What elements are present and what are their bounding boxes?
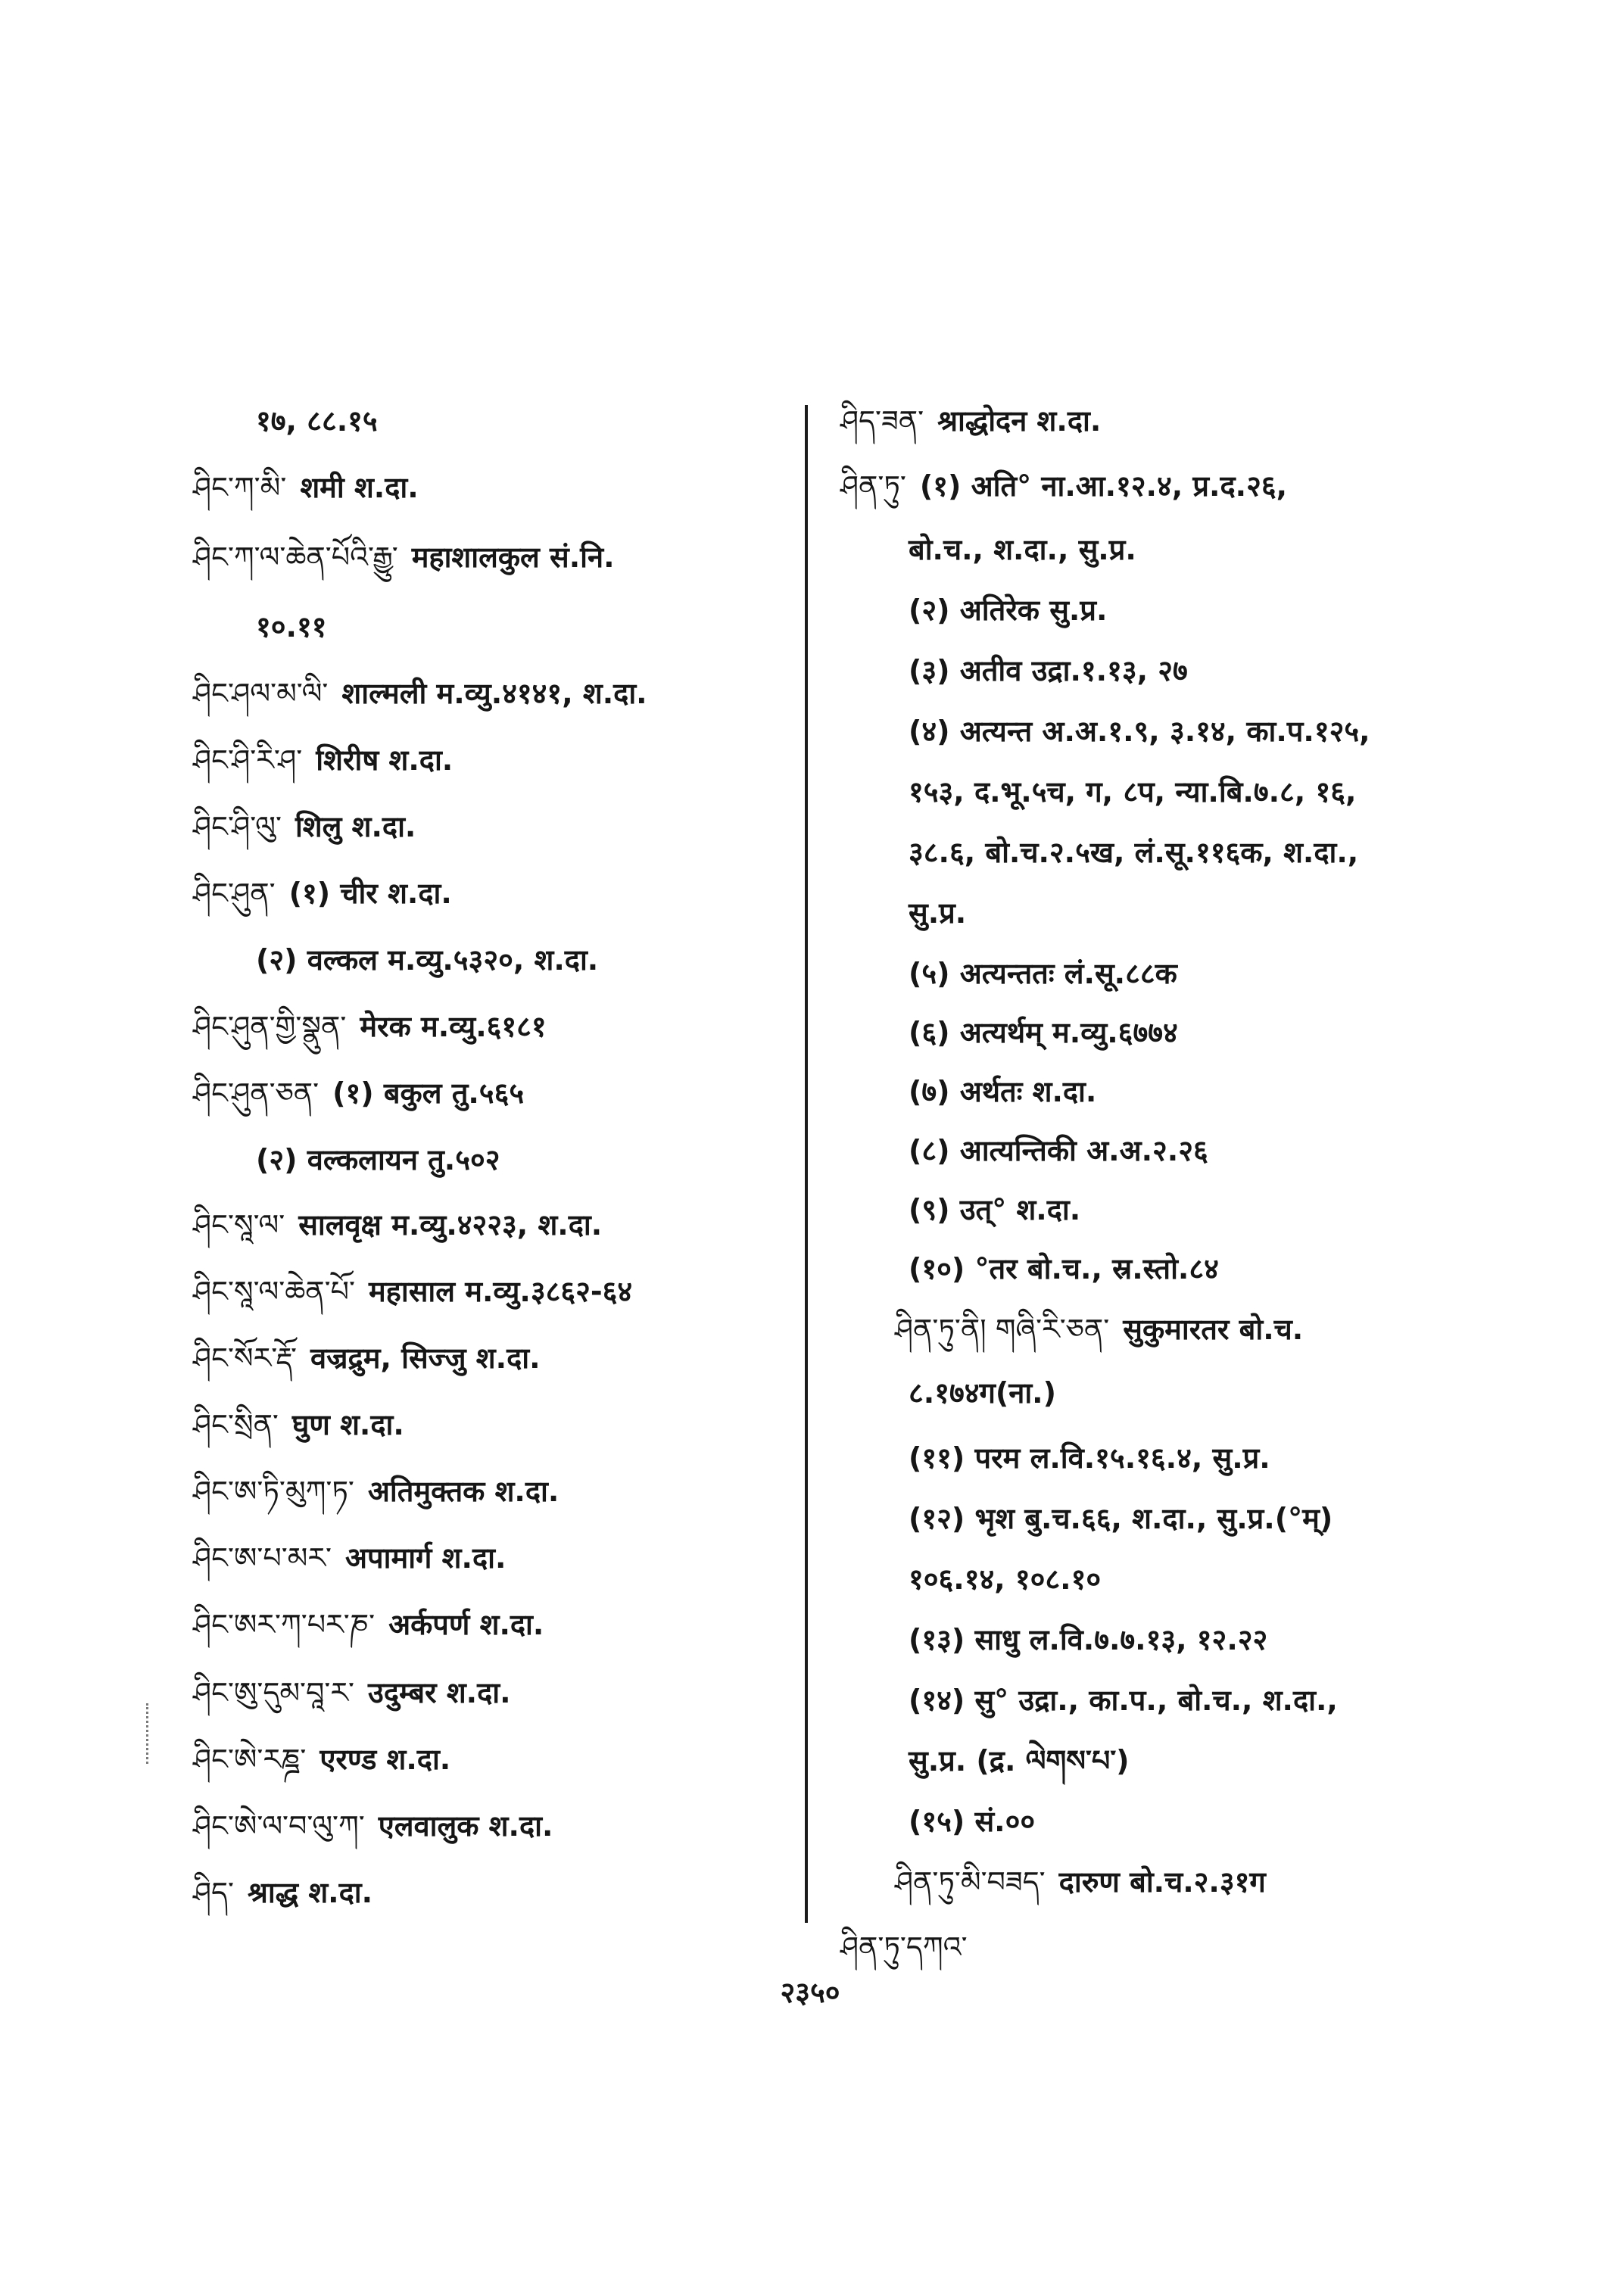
entry-line: ཤིད་ཟན་ श्राद्धोदन श.दा. — [840, 404, 1102, 438]
entry-line: ཤིང་ཤི་ལུ་ शिलु श.दा. — [193, 810, 416, 843]
entry-line: (४) अत्यन्त अ.अ.१.९, ३.१४, का.प.१२५, — [909, 715, 1370, 748]
column-divider — [805, 405, 808, 1923]
page-number: २३५० — [780, 1976, 840, 2009]
entry-line: (११) परम ल.वि.१५.१६.४, सु.प्र. — [909, 1441, 1270, 1475]
entry-line: ཤིང་ཀ་ལ་ཆེན་པོའི་རྒྱུ་ महाशालकुल सं.नि. — [193, 541, 615, 574]
entry-line: ཤིང་ཤི་རི་ཤ་ शिरीष श.दा. — [193, 743, 454, 777]
entry-line: ཤིང་ཤལ་མ་ལི་ शाल्मली म.व्यु.४१४१, श.दा. — [193, 677, 647, 710]
entry-line: (२) अतिरेक सु.प्र. — [909, 594, 1108, 627]
scan-mark — [146, 1703, 151, 1764]
entry-line: सु.प्र. (द्र. ལེགས་པ་) — [909, 1744, 1130, 1777]
entry-line: ཤིན་ཏུ་ནི། གཞི་རི་ཅན་ सुकुमारतर बो.च. — [895, 1313, 1304, 1346]
entry-line: ཤིང་ཨ་ཏི་མུཀ་ཏ་ अतिमुक्तक श.दा. — [193, 1475, 560, 1508]
entry-line: ཤིང་ཨུ་དུམ་བཱ་ར་ उदुम्बर श.दा. — [193, 1676, 511, 1709]
entry-line: ཤིང་སཱ་ལ་ཆེན་པོ་ महासाल म.व्यु.३८६२-६४ — [193, 1275, 633, 1308]
entry-line: ཤིང་ཨ་པ་མར་ अपामार्ग श.दा. — [193, 1541, 507, 1575]
entry-line: (७) अर्थतः श.दा. — [909, 1075, 1097, 1108]
entry-line: ཤིང་ཨེ་རཎྜ་ एरण्ड श.दा. — [193, 1743, 451, 1776]
entry-line: १५३, द.भू.५च, ग, ८प, न्या.बि.७.८, १६, — [909, 775, 1357, 808]
entry-line: (१०) °तर बो.च., स्र.स्तो.८४ — [909, 1252, 1219, 1285]
entry-line: ཤིང་སཱ་ལ་ सालवृक्ष म.व्यु.४२२३, श.दा. — [193, 1208, 603, 1242]
entry-line: ཤིང་ཤུན་ (१) चीर श.दा. — [193, 877, 452, 910]
entry-line: (२) वल्कल म.व्यु.५३२०, श.दा. — [256, 943, 599, 977]
entry-line: (६) अत्यर्थम् म.व्यु.६७७४ — [909, 1016, 1178, 1049]
entry-line: ཤིང་ཨར་ཀ་པར་ཎ་ अर्कपर्ण श.दा. — [193, 1608, 544, 1641]
entry-line: (१३) साधु ल.वि.७.७.१३, १२.२२ — [909, 1623, 1268, 1656]
entry-line: ཤིང་ཀ་མི་ शमी श.दा. — [193, 471, 419, 504]
entry-line: ३८.६, बो.च.२.५ख, लं.सू.११६क, श.दा., — [909, 836, 1359, 869]
entry-line: (१२) भृश बु.च.६६, श.दा., सु.प्र.(°म्) — [909, 1502, 1333, 1535]
entry-line: (५) अत्यन्ततः लं.सू.८८क — [909, 957, 1177, 990]
entry-line: ཤིད་ श्राद्ध श.दा. — [193, 1876, 373, 1909]
entry-line: ཤིང་ཤུན་ཅན་ (१) बकुल तु.५६५ — [193, 1076, 525, 1110]
entry-line: (८) आत्यन्तिकी अ.अ.२.२६ — [909, 1134, 1208, 1167]
entry-line: ཤིང་སྲིན་ घुण श.दा. — [193, 1408, 404, 1441]
entry-line: १७, ८८.१५ — [256, 404, 378, 438]
entry-line: (९) उत्° श.दा. — [909, 1193, 1081, 1226]
entry-line: (१५) सं.०० — [909, 1805, 1036, 1838]
entry-line: १०६.१४, १०८.१० — [909, 1562, 1102, 1596]
entry-line: ཤིང་ཤུན་གྱི་སྣུན་ मेरक म.व्यु.६१८१ — [193, 1010, 547, 1043]
entry-line: ཤིན་ཏུ་མི་བཟད་ दारुण बो.च.२.३१ग — [895, 1865, 1266, 1899]
entry-line: (३) अतीव उद्रा.१.१३, २७ — [909, 654, 1188, 687]
entry-line: ཤིན་ཏུ་དཀའ་ — [840, 1930, 968, 1964]
entry-line: सु.प्र. — [909, 896, 967, 930]
entry-line: १०.११ — [256, 610, 327, 643]
entry-line: ཤིང་ཨེ་ལ་བ་ལུ་ཀ་ एलवालुक श.दा. — [193, 1809, 553, 1843]
entry-line: ཤིན་ཏུ་ (१) अति° ना.आ.१२.४, प्र.द.२६, — [840, 469, 1288, 503]
entry-line: (२) वल्कलायन तु.५०२ — [256, 1143, 500, 1176]
entry-line: बो.च., श.दा., सु.प्र. — [909, 533, 1136, 566]
entry-line: (१४) सु° उद्रा., का.प., बो.च., श.दा., — [909, 1684, 1338, 1717]
entry-line: ८.१७४ग(ना.) — [909, 1376, 1056, 1410]
entry-line: ཤིང་སོར་རྡོ་ वज्रद्रुम, सिज्जु श.दा. — [193, 1341, 541, 1375]
